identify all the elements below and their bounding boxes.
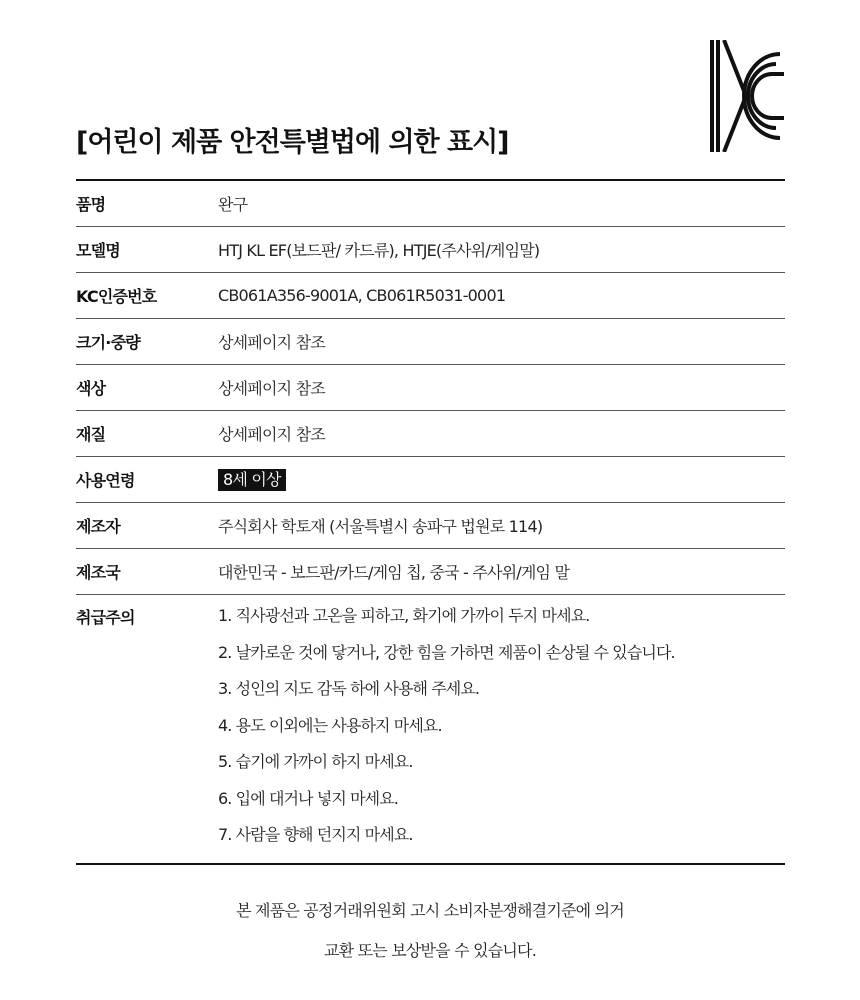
row-value: 대한민국 - 보드판/카드/게임 칩, 중국 - 주사위/게임 말 bbox=[218, 563, 570, 582]
row-value: HTJ KL EF(보드판/ 카드류), HTJE(주사위/게임말) bbox=[218, 241, 540, 260]
row-model-name bbox=[76, 227, 785, 273]
row-value: CB061A356-9001A, CB061R5031-0001 bbox=[218, 286, 506, 305]
row-value: 완구 bbox=[218, 195, 248, 214]
row-color bbox=[76, 365, 785, 411]
row-value: 상세페이지 참조 bbox=[218, 379, 325, 398]
footer-line: 교환 또는 보상받을 수 있습니다. bbox=[324, 941, 536, 960]
age-badge: 8세 이상 bbox=[218, 469, 286, 491]
list-item: 1. 직사광선과 고온을 피하고, 화기에 가까이 두지 마세요. bbox=[218, 606, 590, 625]
row-value: 상세페이지 참조 bbox=[218, 425, 325, 444]
row-caution bbox=[76, 595, 785, 863]
row-label: 사용연령 bbox=[76, 471, 135, 490]
row-value bbox=[218, 469, 785, 491]
list-item: 6. 입에 대거나 넣지 마세요. bbox=[218, 788, 398, 808]
list-item: 7. 사람을 향해 던지지 마세요. bbox=[218, 825, 413, 844]
row-label: 색상 bbox=[76, 379, 106, 398]
page-title: [어린이 제품 안전특별법에 의한 표시] bbox=[76, 127, 509, 158]
list-item: 2. 날카로운 것에 닿거나, 강한 힘을 가하면 제품이 손상될 수 있습니다. bbox=[218, 642, 675, 662]
list-item: 4. 용도 이외에는 사용하지 마세요. bbox=[218, 715, 442, 735]
row-material bbox=[76, 411, 785, 457]
row-label: 크기·중량 bbox=[76, 333, 140, 352]
row-age bbox=[76, 457, 785, 503]
row-product-name bbox=[76, 181, 785, 227]
row-label: 모델명 bbox=[76, 241, 120, 260]
row-manufacturer bbox=[76, 503, 785, 549]
row-label: 제조자 bbox=[76, 517, 120, 536]
caution-list bbox=[218, 605, 785, 861]
footer-line: 본 제품은 공정거래위원회 고시 소비자분쟁해결기준에 의거 bbox=[236, 901, 624, 920]
footer-note bbox=[0, 900, 860, 980]
row-kc-number bbox=[76, 273, 785, 319]
product-info-table bbox=[76, 179, 785, 865]
row-label: KC인증번호 bbox=[76, 287, 157, 306]
list-item: 3. 성인의 지도 감독 하에 사용해 주세요. bbox=[218, 679, 480, 698]
kc-certification-mark-icon bbox=[708, 40, 784, 152]
row-country bbox=[76, 549, 785, 595]
row-label: 제조국 bbox=[76, 563, 120, 582]
row-value: 상세페이지 참조 bbox=[218, 333, 325, 352]
row-value: 주식회사 학토재 (서울특별시 송파구 법원로 114) bbox=[218, 517, 543, 536]
row-label: 재질 bbox=[76, 425, 106, 444]
row-size-weight bbox=[76, 319, 785, 365]
row-label: 품명 bbox=[76, 195, 106, 214]
list-item: 5. 습기에 가까이 하지 마세요. bbox=[218, 752, 413, 771]
row-label: 취급주의 bbox=[76, 608, 135, 627]
